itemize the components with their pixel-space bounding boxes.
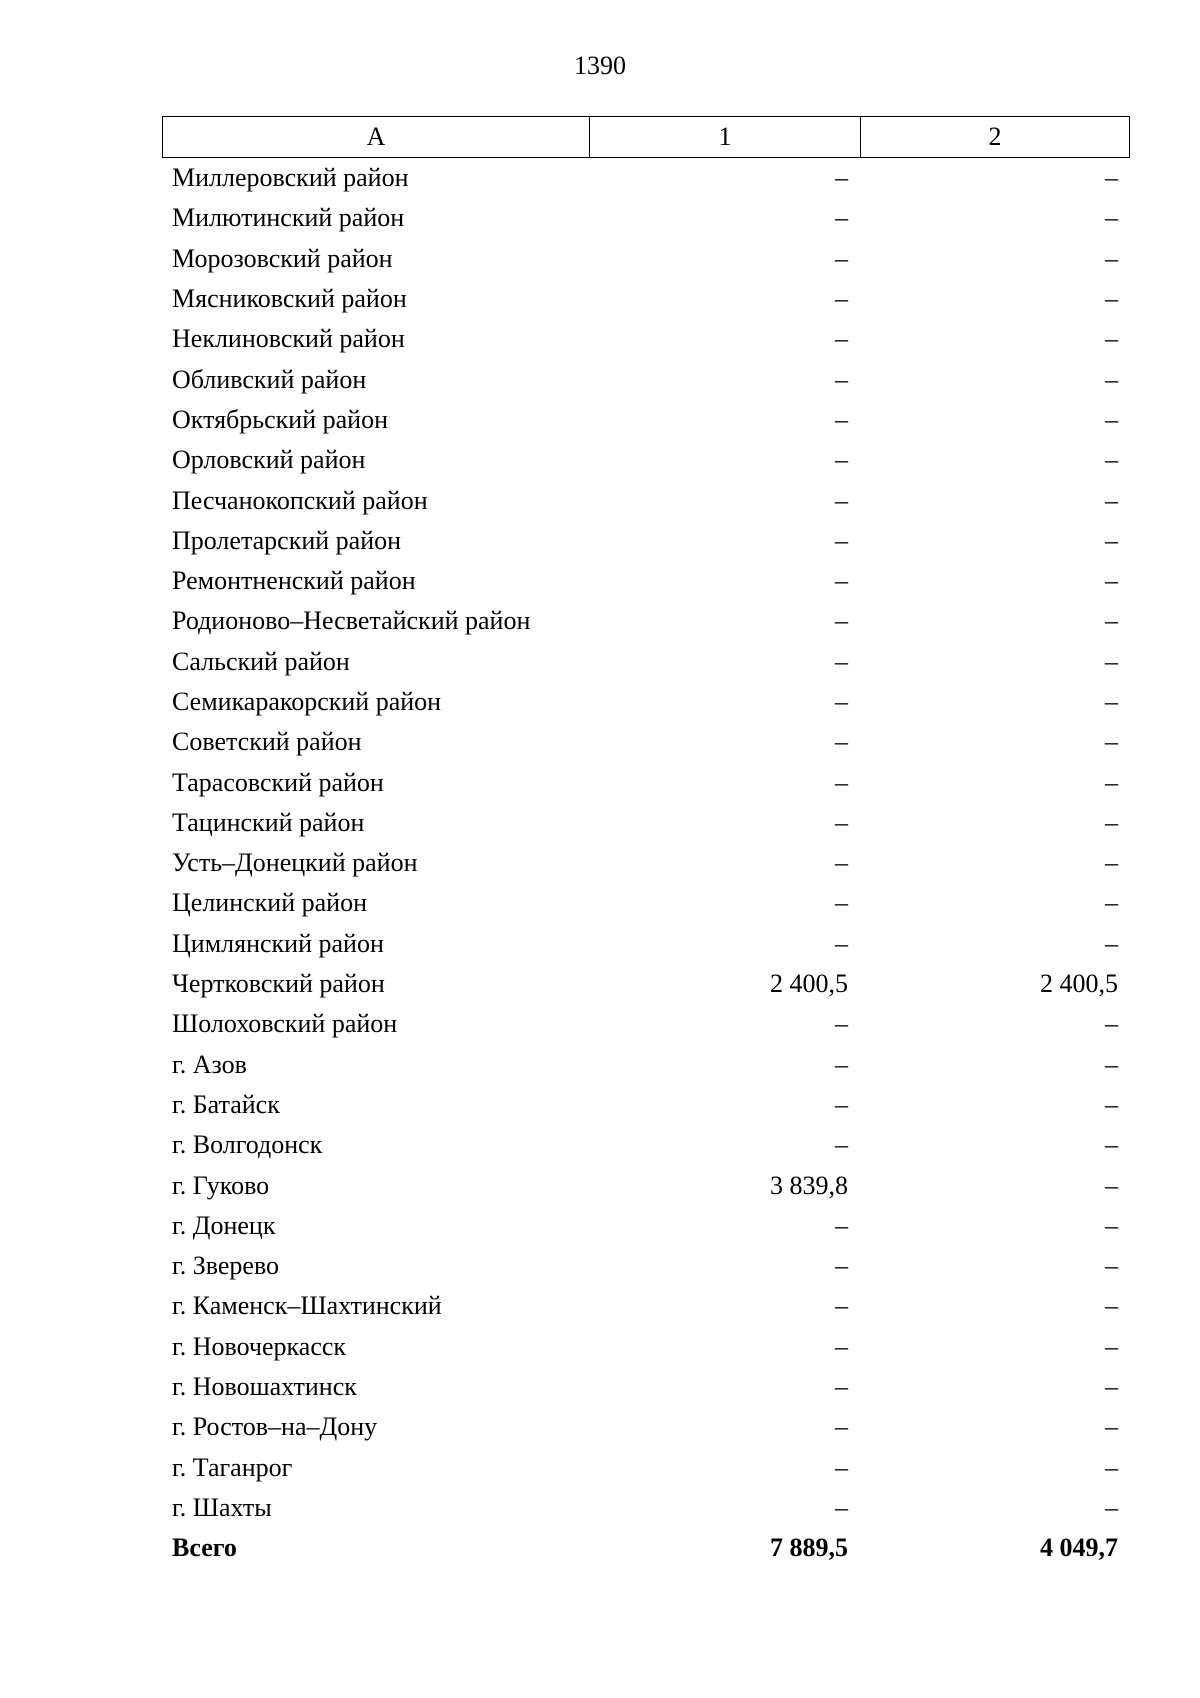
row-value-2: – bbox=[1105, 807, 1118, 837]
row-name: Ремонтненский район bbox=[172, 566, 416, 596]
row-value-1: – bbox=[835, 848, 848, 878]
row-value-1: – bbox=[835, 1130, 848, 1160]
row-value-2: – bbox=[1105, 1372, 1118, 1402]
row-name: Орловский район bbox=[172, 445, 366, 475]
row-value-2: – bbox=[1105, 1291, 1118, 1321]
table-row bbox=[162, 642, 1130, 682]
row-value-1: – bbox=[835, 163, 848, 193]
row-name: г. Таганрог bbox=[172, 1452, 293, 1482]
row-value-1: – bbox=[835, 1452, 848, 1482]
row-name: г. Каменск–Шахтинский bbox=[172, 1291, 442, 1321]
table-row bbox=[162, 359, 1130, 399]
row-value-2: – bbox=[1105, 485, 1118, 515]
row-name: г. Батайск bbox=[172, 1089, 280, 1119]
row-value-2: – bbox=[1105, 1089, 1118, 1119]
row-value-2: – bbox=[1105, 1009, 1118, 1039]
row-value-2: – bbox=[1105, 566, 1118, 596]
table-row bbox=[162, 561, 1130, 601]
row-value-1: – bbox=[835, 445, 848, 475]
row-value-1: – bbox=[835, 284, 848, 314]
row-value-1: – bbox=[835, 1009, 848, 1039]
row-name: г. Донецк bbox=[172, 1210, 276, 1240]
total-label: Всего bbox=[172, 1533, 237, 1563]
row-value-1: – bbox=[835, 807, 848, 837]
table-row bbox=[162, 883, 1130, 923]
row-value-2: – bbox=[1105, 163, 1118, 193]
page-number: 1390 bbox=[574, 51, 626, 80]
row-value-2: – bbox=[1105, 1210, 1118, 1240]
table-row bbox=[162, 924, 1130, 964]
table-row bbox=[162, 1045, 1130, 1085]
row-value-1: – bbox=[835, 687, 848, 716]
row-name: Родионово–Несветайский район bbox=[172, 606, 531, 636]
row-value-2: – bbox=[1105, 1130, 1118, 1160]
row-name: Пролетарский район bbox=[172, 525, 402, 555]
row-value-1: – bbox=[835, 566, 848, 596]
row-name: г. Новошахтинск bbox=[172, 1372, 357, 1402]
table-row bbox=[162, 1085, 1130, 1125]
row-value-2: – bbox=[1105, 243, 1118, 273]
row-value-1: – bbox=[835, 606, 848, 636]
table-row bbox=[162, 601, 1130, 641]
row-value-2: – bbox=[1105, 727, 1118, 757]
row-name: Цимлянский район bbox=[172, 928, 384, 958]
row-value-1: 2 400,5 bbox=[770, 969, 848, 999]
row-value-1: – bbox=[835, 324, 848, 354]
table-row bbox=[162, 843, 1130, 883]
total-value-1: 7 889,5 bbox=[770, 1533, 848, 1563]
table-row bbox=[162, 1165, 1130, 1205]
row-value-1: – bbox=[835, 1089, 848, 1119]
row-value-1: – bbox=[835, 1331, 848, 1361]
row-value-2: – bbox=[1105, 1412, 1118, 1442]
table-row bbox=[162, 1448, 1130, 1488]
row-value-2: – bbox=[1105, 284, 1118, 314]
row-value-1: – bbox=[835, 928, 848, 958]
table-row bbox=[162, 1206, 1130, 1246]
row-value-2: – bbox=[1105, 888, 1118, 918]
row-value-1: – bbox=[835, 1492, 848, 1522]
row-value-2: – bbox=[1105, 445, 1118, 475]
row-value-1: – bbox=[835, 1412, 848, 1442]
row-value-2: – bbox=[1105, 525, 1118, 555]
row-name: Тацинский район bbox=[172, 807, 365, 837]
row-name: Морозовский район bbox=[172, 243, 393, 273]
row-name: г. Азов bbox=[172, 1049, 247, 1079]
row-name: Миллеровский район bbox=[172, 163, 409, 193]
row-value-1: – bbox=[835, 1210, 848, 1240]
row-value-2: – bbox=[1105, 606, 1118, 636]
row-value-2: – bbox=[1105, 1049, 1118, 1079]
row-value-1: – bbox=[835, 646, 848, 676]
row-value-2: – bbox=[1105, 1492, 1118, 1522]
row-value-2: – bbox=[1105, 687, 1118, 716]
table-row bbox=[162, 239, 1130, 279]
row-name: Семикаракорский район bbox=[172, 687, 442, 716]
row-value-2: – bbox=[1105, 1170, 1118, 1200]
row-value-1: – bbox=[835, 404, 848, 434]
table-row bbox=[162, 480, 1130, 520]
table-row bbox=[162, 1488, 1130, 1528]
header-cell-1: 1 bbox=[590, 117, 861, 157]
row-value-2: – bbox=[1105, 1331, 1118, 1361]
row-name: Чертковский район bbox=[172, 969, 385, 999]
row-value-1: – bbox=[835, 1372, 848, 1402]
row-value-2: – bbox=[1105, 404, 1118, 434]
table-row bbox=[162, 1407, 1130, 1447]
row-value-2: – bbox=[1105, 767, 1118, 797]
row-name: Мясниковский район bbox=[172, 284, 407, 314]
row-value-1: – bbox=[835, 243, 848, 273]
table-row bbox=[162, 400, 1130, 440]
table-row bbox=[162, 158, 1130, 198]
table-row bbox=[162, 964, 1130, 1004]
row-value-2: – bbox=[1105, 1251, 1118, 1281]
row-value-2: – bbox=[1105, 928, 1118, 958]
row-name: Целинский район bbox=[172, 888, 367, 918]
data-table bbox=[162, 116, 1130, 1568]
row-name: Песчанокопский район bbox=[172, 485, 428, 515]
row-name: Усть–Донецкий район bbox=[172, 848, 418, 878]
table-total-row bbox=[162, 1528, 1130, 1568]
table-row bbox=[162, 319, 1130, 359]
row-value-1: – bbox=[835, 727, 848, 757]
row-name: Шолоховский район bbox=[172, 1009, 398, 1039]
table-body bbox=[162, 158, 1130, 1528]
row-value-1: – bbox=[835, 1291, 848, 1321]
row-value-2: – bbox=[1105, 848, 1118, 878]
row-value-1: – bbox=[835, 364, 848, 394]
table-row bbox=[162, 1004, 1130, 1044]
row-value-2: 2 400,5 bbox=[1040, 969, 1118, 999]
row-value-1: – bbox=[835, 485, 848, 515]
row-value-1: – bbox=[835, 203, 848, 233]
row-value-1: – bbox=[835, 525, 848, 555]
row-name: г. Волгодонск bbox=[172, 1130, 323, 1160]
row-name: г. Зверево bbox=[172, 1251, 280, 1281]
row-value-1: – bbox=[835, 1049, 848, 1079]
table-row bbox=[162, 762, 1130, 802]
table-row bbox=[162, 198, 1130, 238]
table-row bbox=[162, 1327, 1130, 1367]
row-name: г. Шахты bbox=[172, 1492, 272, 1522]
row-value-1: – bbox=[835, 888, 848, 918]
row-name: г. Новочеркасск bbox=[172, 1331, 347, 1361]
row-value-2: – bbox=[1105, 1452, 1118, 1482]
table-row bbox=[162, 279, 1130, 319]
table-row bbox=[162, 1246, 1130, 1286]
table-row bbox=[162, 682, 1130, 722]
table-row bbox=[162, 803, 1130, 843]
row-name: г. Гуково bbox=[172, 1170, 270, 1200]
row-value-2: – bbox=[1105, 203, 1118, 233]
row-name: Обливский район bbox=[172, 364, 367, 394]
table-row bbox=[162, 1286, 1130, 1326]
header-cell-2: 2 bbox=[988, 122, 1002, 151]
row-name: Сальский район bbox=[172, 646, 350, 676]
table-row bbox=[162, 440, 1130, 480]
header-cell-a: А bbox=[163, 117, 590, 157]
row-name: Октябрьский район bbox=[172, 404, 388, 434]
row-value-1: 3 839,8 bbox=[770, 1170, 848, 1200]
row-value-2: – bbox=[1105, 324, 1118, 354]
table-row bbox=[162, 722, 1130, 762]
row-name: Советский район bbox=[172, 727, 362, 757]
table-row bbox=[162, 521, 1130, 561]
total-value-2: 4 049,7 bbox=[1040, 1533, 1118, 1563]
table-row bbox=[162, 1367, 1130, 1407]
row-name: Тарасовский район bbox=[172, 767, 384, 797]
row-value-2: – bbox=[1105, 364, 1118, 394]
row-name: Неклиновский район bbox=[172, 324, 405, 354]
table-row bbox=[162, 1125, 1130, 1165]
row-value-2: – bbox=[1105, 646, 1118, 676]
row-name: Милютинский район bbox=[172, 203, 405, 233]
row-value-1: – bbox=[835, 767, 848, 797]
row-value-1: – bbox=[835, 1251, 848, 1281]
table-header bbox=[162, 116, 1130, 158]
row-name: г. Ростов–на–Дону bbox=[172, 1412, 378, 1442]
